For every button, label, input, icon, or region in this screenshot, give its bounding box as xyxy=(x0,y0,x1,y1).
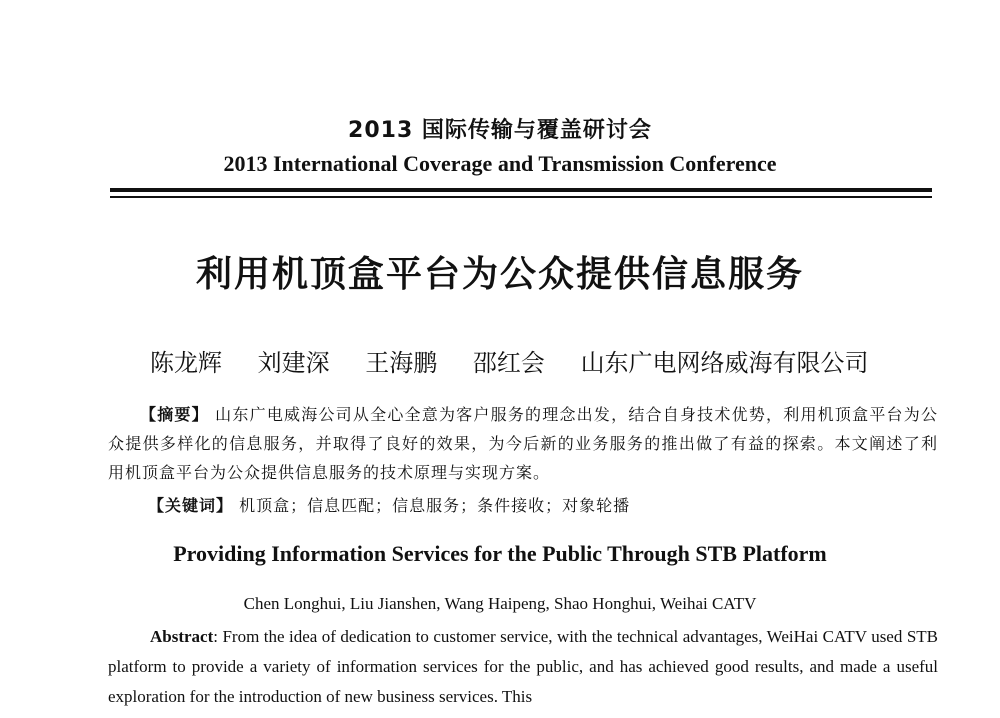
header-rule-thick xyxy=(110,188,932,192)
conference-title-cn: 2013 国际传输与覆盖研讨会 xyxy=(348,118,652,143)
abstract-en-text: : From the idea of dedication to customer service, with the technical advantages, WeiHai CATV used STB platform to provide a variety of information services for the public, and has achieved good results, and made a useful exploration for the introduction of new business services. This xyxy=(108,627,938,706)
abstract-cn-text: 山东广电威海公司从全心全意为客户服务的理念出发，结合自身技术优势，利用机顶盒平台为公众提供多样化的信息服务，并取得了良好的效果，为今后新的业务服务的推出做了有益的探索。本文阐述了利用机顶盒平台为公众提供信息服务的技术原理与实现方案。 xyxy=(108,405,938,482)
author-name: 陈龙辉 xyxy=(150,349,222,377)
keywords-cn-text: 机顶盒；信息匹配；信息服务；条件接收；对象轮播 xyxy=(239,496,631,515)
abstract-en-label: Abstract xyxy=(150,627,214,646)
author-name: 刘建深 xyxy=(257,349,330,377)
keywords-cn xyxy=(148,491,938,520)
author-affiliation: 山东广电网络威海有限公司 xyxy=(580,349,869,377)
conference-title-en: 2013 International Coverage and Transmission Conference xyxy=(223,151,777,176)
author-list-en: Chen Longhui, Liu Jianshen, Wang Haipeng, Shao Honghui, Weihai CATV xyxy=(243,594,757,613)
author-name: 邵红会 xyxy=(472,349,545,377)
header-rule-thin xyxy=(110,196,932,198)
keywords-cn-label: 【关键词】 xyxy=(148,496,234,515)
paper-title-en: Providing Information Services for the Public Through STB Platform xyxy=(173,541,827,566)
author-name: 王海鹏 xyxy=(365,349,438,377)
paper-title-cn: 利用机顶盒平台为公众提供信息服务 xyxy=(195,254,804,295)
abstract-cn xyxy=(108,400,938,487)
abstract-en xyxy=(108,622,938,712)
author-list-cn xyxy=(150,343,869,378)
abstract-cn-label: 【摘要】 xyxy=(140,405,209,424)
